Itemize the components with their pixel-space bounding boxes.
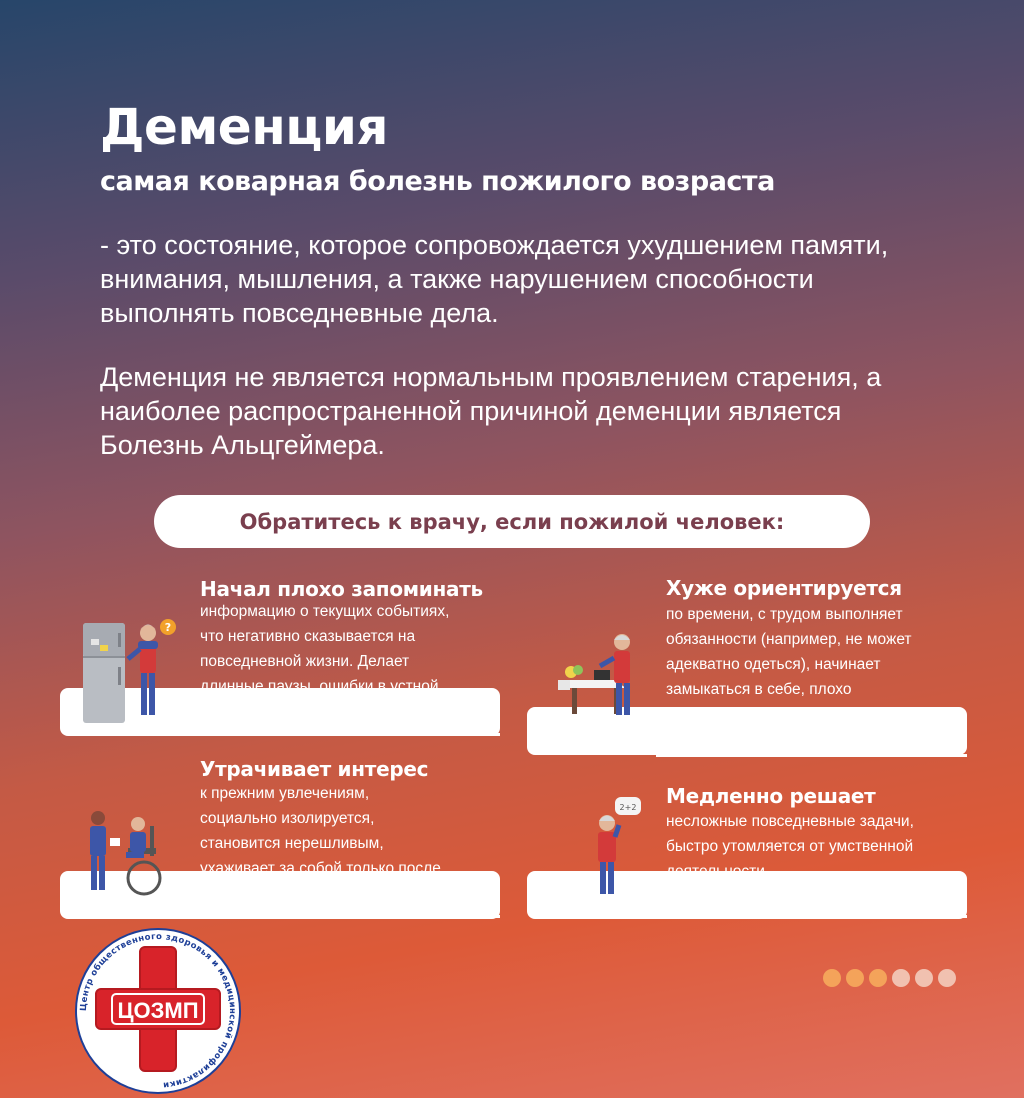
pagination-dot[interactable] (915, 969, 933, 987)
czmp-logo (72, 927, 244, 1095)
symptom-title-orientation: Хуже ориентируется (666, 576, 902, 600)
see-doctor-callout (154, 495, 870, 548)
page-subtitle: самая коварная болезнь пожилого возраста (100, 166, 775, 197)
symptom-text-orientation: по времени, с трудом выполняет обязанности (например, не может адекватно одеться), начинает замыкаться в себе, плохо распознает лица или знакомые объекты (666, 606, 912, 748)
carousel-pagination (823, 969, 956, 987)
symptom-text-slow-thinking: несложные повседневные задачи, быстро утомляется от умственной деятельности. (666, 813, 914, 880)
pagination-dot[interactable] (892, 969, 910, 987)
pagination-dot-active[interactable] (846, 969, 864, 987)
pagination-dot-active[interactable] (869, 969, 887, 987)
symptom-title-memory: Начал плохо запоминать (200, 577, 483, 601)
fridge-elderly-woman-illustration (78, 615, 188, 730)
intro-paragraph-cause: Деменция не является нормальным проявлением старения, а наиболее распространенной причиной деменции является Болезнь Альцгеймера. (100, 362, 882, 460)
card-underline (190, 915, 500, 918)
symptom-title-interest: Утрачивает интерес (200, 757, 429, 781)
svg-text:?: ? (164, 621, 172, 634)
table-elderly-man-illustration (556, 628, 656, 723)
pagination-dot-active[interactable] (823, 969, 841, 987)
symptom-title-slow-thinking: Медленно решает (666, 784, 876, 808)
symptom-text-memory: информацию о текущих событиях, что негативно сказывается на повседневной жизни. Делает длинные паузы, ошибки в устной или письменной речи. (200, 603, 450, 720)
card-underline (656, 754, 967, 757)
symptom-text-interest: к прежним увлечениям, социально изолируется, становится нерешливым, ухаживает за собой только после напоминания. (200, 785, 441, 902)
wheelchair-caregiver-illustration (80, 808, 180, 898)
question-icon (160, 619, 176, 635)
intro-paragraph-definition: - это состояние, которое сопровождается ухудшением памяти, внимания, мышления, а также нарушением способности выполнять повседневные дела. (100, 230, 889, 328)
math-bubble-icon (615, 797, 641, 815)
card-underline (190, 733, 500, 736)
see-doctor-callout-label: Обратитесь к врачу, если пожилой человек: (239, 509, 785, 534)
thinking-elderly-man-illustration (585, 795, 645, 900)
logo-ring-text: Центр общественного здоровья и медицинской профилактики (78, 931, 238, 1090)
page-title: Деменция (100, 98, 388, 156)
logo-text: ЦОЗМП (117, 998, 199, 1023)
svg-text:2+2: 2+2 (619, 803, 637, 812)
card-underline (656, 915, 967, 918)
pagination-dot[interactable] (938, 969, 956, 987)
